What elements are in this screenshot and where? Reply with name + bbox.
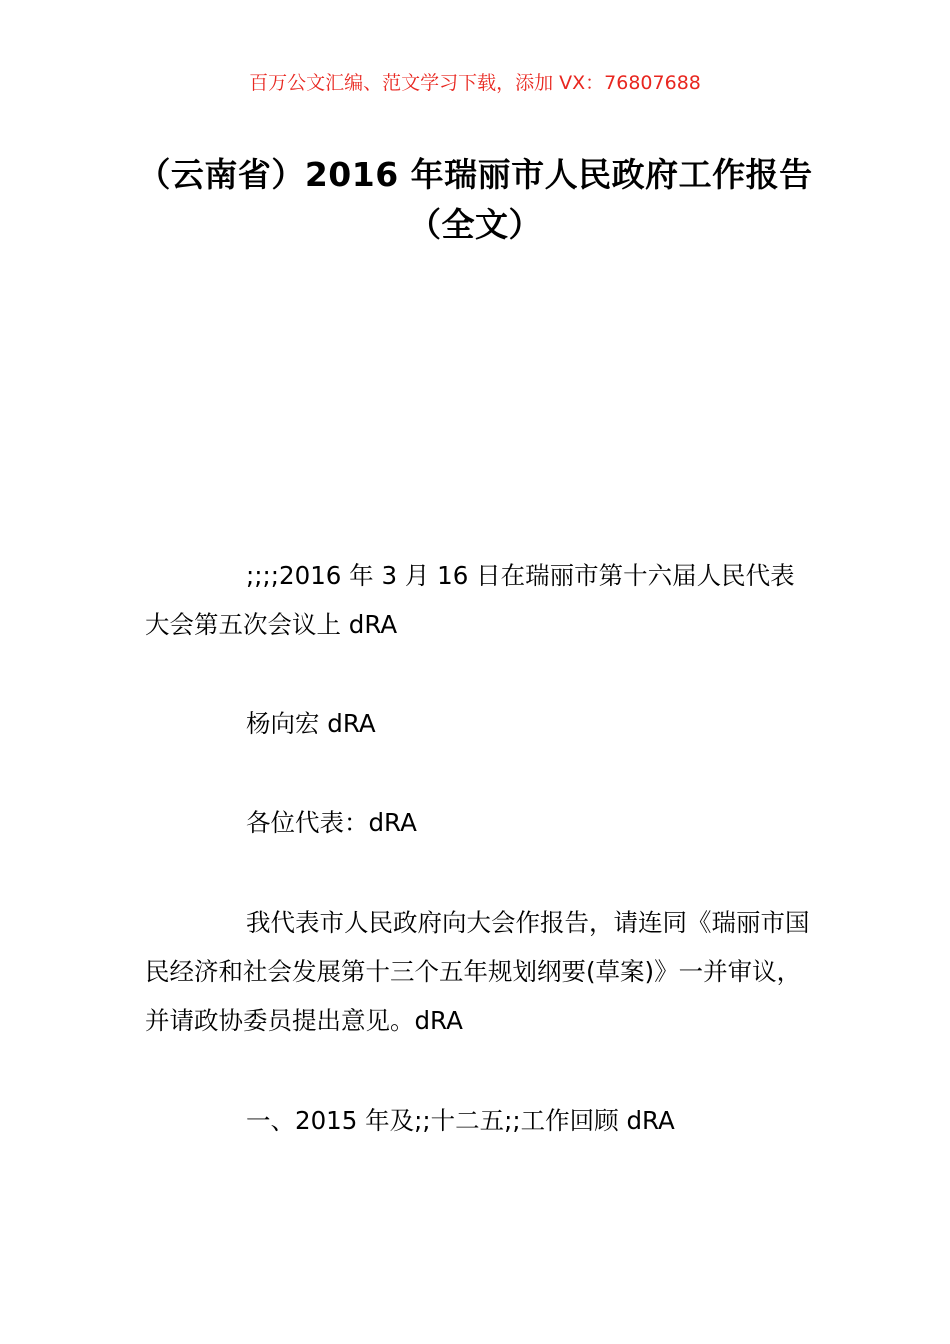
document-title: （云南省）2016 年瑞丽市人民政府工作报告（全文） (137, 155, 813, 244)
paragraph-text: ;;;;2016 年 3 月 16 日在瑞丽市第十六届人民代表大会第五次会议上 dRA (145, 561, 795, 639)
section-heading-review (145, 1096, 810, 1145)
header-watermark-note: 百万公文汇编、范文学习下载，添加 VX：76807688 (249, 72, 701, 94)
paragraph-text: 一、2015 年及;;十二五;;工作回顾 dRA (246, 1106, 675, 1135)
paragraph-intro (145, 898, 810, 1045)
paragraph-salutation (145, 798, 810, 847)
paragraph-text: 我代表市人民政府向大会作报告，请连同《瑞丽市国民经济和社会发展第十三个五年规划纲要(草案)》一并审议，并请政协委员提出意见。dRA (145, 908, 810, 1035)
paragraph-text: 杨向宏 dRA (246, 709, 376, 738)
paragraph-author (145, 699, 810, 748)
paragraph-text: 各位代表：dRA (246, 808, 417, 837)
paragraph-meeting-info (145, 551, 810, 649)
